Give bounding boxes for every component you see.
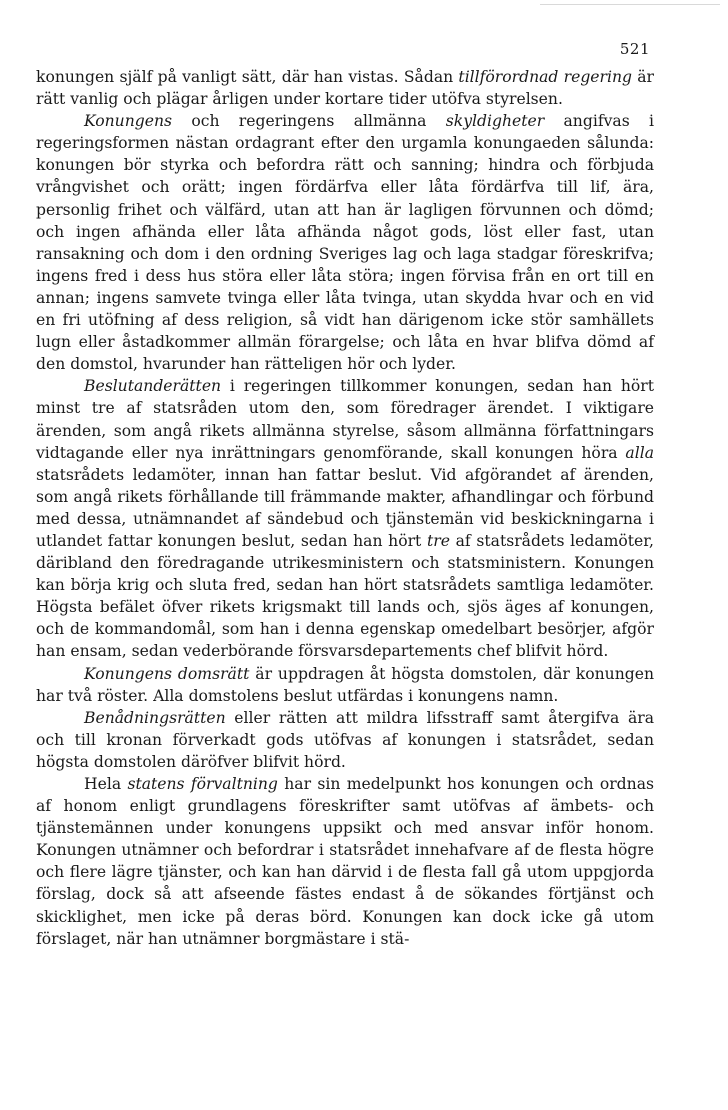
- text-run: och regeringens allmänna: [172, 112, 446, 131]
- paragraph: [36, 707, 654, 773]
- emphasized-term: alla: [625, 443, 654, 462]
- emphasized-term: Konungens: [84, 112, 173, 131]
- paragraph: [36, 66, 654, 110]
- text-run: eller rätten att mildra lifsstraff samt återgifva ära och till kronan förverkadt gods utöfvas af konungen i statsrådet, sedan högsta domstolen däröfver blifvit hörd.: [36, 708, 654, 771]
- paragraph: [36, 375, 654, 662]
- text-run: angifvas i regeringsformen nästan ordagrant efter den urgamla konungaeden sålunda: konungen bör styrka och befordra rätt och sanning; hindra och förbjuda vrångvishet och orätt; ingen fördärfva eller låta fördärfva till lif, ära, personlig frihet och välfärd, utan att han är lagligen förvunnen och dömd; och ingen afhända eller låta afhända något gods, löst eller fast, utan ransakning och dom i den ordning Sveriges lag och laga stadgar föreskrifva; ingens fred i dess hus störa eller låta störa; ingen förvisa från en ort till en annan; ingens samvete tvinga eller låta tvinga, utan skydda hvar och en vid en fri utöfning af dess religion, så vidt han därigenom icke stör samhällets lugn eller åstadkommer allmän förargelse; och låta en hvar blifva dömd af den domstol, hvarunder han rätteligen hör och lyder.: [36, 112, 654, 374]
- emphasized-term: statens förvaltning: [127, 775, 278, 793]
- text-run: är uppdragen åt högsta domstolen, där konungen har två röster. Alla domstolens beslut utfärdas i konungens namn.: [36, 664, 654, 705]
- emphasized-term: Beslutanderätten: [84, 377, 222, 396]
- text-run: af statsrådets ledamöter, däribland den föredragande utrikesministern och statsministern. Konungen kan börja krig och sluta fred, sedan han hört statsrådets samtliga ledamöter. Högsta befälet öfver rikets krigsmakt till lands och, sjös äges af konungen, och de kommandomål, som han i denna egenskap omedelbart besörjer, afgör han ensam, sedan vederbörande försvarsdepartements chef blifvit hörd.: [36, 531, 654, 661]
- paragraph: [36, 773, 654, 950]
- emphasized-term: Benådningsrätten: [84, 708, 226, 727]
- paragraph: [36, 110, 654, 375]
- text-run: är rätt vanlig och plägar årligen under kortare tider utöfva styrelsen.: [36, 68, 655, 109]
- emphasized-term: tillförordnad regering: [458, 68, 633, 86]
- page-number: 521: [619, 40, 650, 58]
- text-run: i regeringen tillkommer konungen, sedan han hört minst tre af statsråden utom den, som föredrager ärendet. I viktigare ärenden, som angå rikets allmänna styrelse, såsom allmänna författningars vidtagande eller nya inrättningars genomförande, skall konungen höra: [36, 377, 654, 462]
- text-run: Hela: [84, 775, 128, 793]
- paragraph: [36, 663, 654, 707]
- body-text: [36, 66, 654, 950]
- emphasized-term: tre: [427, 531, 450, 550]
- emphasized-term: skyldigheter: [445, 112, 545, 131]
- emphasized-term: Konungens domsrätt: [84, 664, 250, 683]
- text-run: har sin medelpunkt hos konungen och ordnas af honom enligt grundlagens föreskrifter samt utöfvas af ämbets- och tjänstemännen under konungens uppsikt och med ansvar inför honom. Konungen utnämner och befordrar i statsrådet innehafvare af de flesta högre och flere lägre tjänster, och kan han därvid i de flesta fall gå utom uppgjorda förslag, dock så att afseende fästes endast å de sökandes förtjänst och skicklighet, men icke på deras börd. Konungen kan dock icke gå utom förslaget, när han utnämner borgmästare i stä-: [36, 775, 654, 948]
- text-run: konungen själf på vanligt sätt, där han vistas. Sådan: [36, 68, 459, 86]
- scan-edge-line: [540, 4, 720, 5]
- text-run: statsrådets ledamöter, innan han fattar beslut. Vid afgörandet af ärenden, som angå rikets förhållande till främmande makter, afhandlingar och förbund med dessa, utnämnandet af sändebud och tjänstemän vid beskickningarna i utlandet fattar konungen beslut, sedan han hört: [36, 465, 654, 550]
